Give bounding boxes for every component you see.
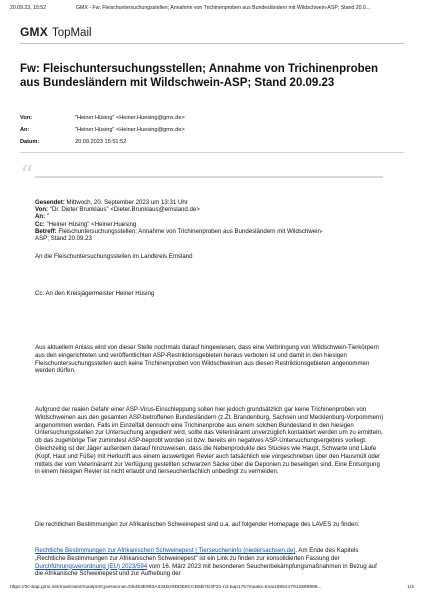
para4-text-a: . Am Ende des Kapitels „Rechtliche Bestimmungen zur Afrikanischen Schweinepest" ist ein Link zu finden zur konsolidierten Fassung der — [35, 547, 359, 562]
quote-icon: “ — [20, 161, 34, 191]
fwd-subject-label: Betreff: — [35, 227, 57, 235]
mail-meta — [20, 112, 185, 148]
body-paragraph-1: Aus aktuellem Anlass wird von dieser Stelle nochmals darauf hingewiesen, dass eine Verbringung von Wildschwein-Tierkörpern aus den eingerichteten und veröffentlichten ASP-Restriktionsgebieten heraus verboten ist und damit in den hiesigen Fleischuntersuchungsstellen auch keine Trichinenproben von Wildschweinen aus diesen Restriktionsgebieten angenommen werden dürfen. — [35, 344, 379, 375]
fwd-from-label: Von: — [35, 206, 49, 214]
browser-print-footer — [10, 585, 414, 590]
date-value: 20.09.2023 15:51:52 — [75, 139, 127, 145]
page-number: 1/2 — [407, 585, 414, 590]
quote-block-marker — [20, 161, 404, 191]
gmx-logo — [20, 25, 92, 39]
fwd-subject — [35, 228, 385, 235]
body-paragraph-3: Die rechtlichen Bestimmungen zur Afrikanischen Schweinepest sind u.a. auf folgender Homepage des LAVES zu finden: — [35, 521, 360, 528]
link-laves-asp[interactable]: Rechtliche Bestimmungen zur Afrikanischen Schweinepest | Tierseucheninfo (niedersachsen.de) — [35, 547, 296, 554]
body-cc-line: Cc: An den Kreisjägermeister Heiner Hüsing — [35, 290, 155, 297]
meta-row-to — [20, 124, 185, 136]
print-timestamp: 20.09.23, 15:52 — [10, 5, 47, 11]
fwd-sent-label: Gesendet: — [35, 199, 65, 206]
body-paragraph-2: Aufgrund der realen Gefahr einer ASP-Virus-Einschleppung sollen hier jedoch grundsätzlich gar keine Trichinenproben von Wildschweinen aus den gesamten ASP-betroffenen Bundesländern (z.Zt. Brandenburg, Sachsen und Mecklenburg-Vorpommern) angenommen werden. Falls im Einzelfall dennoch eine Trichinenprobe aus einem solchen Bundesland in den hiesigen Untersuchungsstellen zur Untersuchung angedient wird, sollte das Veterinäramt unverzüglich kontaktiert werden um zu ermitteln, ob das zugehörige Tier zumindest ASP-beprobt worden ist bzw. bereits ein negatives ASP-Untersuchungsergebnis vorliegt. Gleichzeitig ist der Jäger außerdem darauf hinzuweisen, dass die Nebenprodukte des Stückes wie Haupt, Schwarte und Läufe (Kopf, Haut und Füße) mit Herkunft aus einem auswertigen Revier auch tatsächlich wie vorgeschrieben über den Hausmüll oder mittels der vom Veterinäramt zur Verfügung gestellten schwarzen Säcke über die Deponien zu beseitigen sind. Eine Entsorgung in einem hiesigen Revier ist nicht erlaubt und tierseuchenfachlich unbedingt zu vermeiden. — [35, 406, 384, 476]
fwd-sent — [35, 199, 385, 206]
meta-row-date — [20, 136, 185, 148]
header-divider — [20, 43, 404, 44]
fwd-from — [35, 206, 385, 213]
forwarded-header — [35, 199, 385, 242]
browser-print-header — [10, 5, 414, 11]
body-paragraph-4 — [35, 547, 385, 578]
to-value: "Heiner Hüsing" <Heiner.Huesing@gmx.de> — [75, 127, 185, 133]
meta-row-from — [20, 112, 185, 124]
logo-product: TopMail — [51, 27, 92, 39]
print-url: https://3c-bap.gmx.net/mail/client/mail/print;jsessionid=D5453E993A334D29DDE8CCB5B7D4F31-n4.bap17b?mailId=tmai1695217912996999... — [10, 585, 322, 590]
to-label: An: — [20, 127, 30, 133]
logo-brand: GMX — [20, 25, 48, 39]
fwd-subject-value-1: Fleischuntersuchungsstellen; Annahme von Trichinenproben aus Bundesländern mit Wildschwein- — [56, 227, 323, 235]
fwd-sent-value: Mittwoch, 20. September 2023 um 13:31 Uhr — [64, 199, 188, 206]
print-tab-title: GMX - Fw: Fleischuntersuchungsstellen; Annahme von Trichinenproben aus Bundesländern mit Wildschwein-ASP; Stand 20.0... — [76, 5, 371, 11]
para4-text-b: vom 16. März 2023 mit besonderen Seuchenbekämpfungsmaßnahmen in Bezug auf die Afrikanische Schweinepest und zur Aufhebung der — [35, 562, 377, 578]
mail-subject: Fw: Fleischuntersuchungsstellen; Annahme von Trichinenproben aus Bundesländern mit Wildschwein-ASP; Stand 20.09.23 — [20, 63, 379, 89]
fwd-cc-value: "Heiner Hüsing" <Heiner.Huesing — [44, 220, 137, 228]
fwd-cc-label: Cc: — [35, 220, 45, 228]
fwd-to — [35, 213, 385, 220]
quote-rule — [35, 176, 383, 178]
fwd-to-label: An: — [35, 213, 46, 221]
fwd-subject-cont: ASP; Stand 20.09.23 — [35, 235, 92, 243]
fwd-from-value: "Dr. Dieter Brunklaus" <Dieter.Brunklaus@emsland.de> — [48, 206, 200, 214]
link-durchfuehrungsverordnung[interactable]: Durchführungsverordnung (EU) 2023/594 — [35, 562, 148, 570]
meta-divider — [20, 152, 404, 153]
from-label: Von: — [20, 115, 33, 121]
fwd-cc — [35, 221, 385, 228]
from-value: "Heiner Hüsing" <Heiner.Huesing@gmx.de> — [75, 115, 185, 121]
date-label: Datum: — [20, 139, 40, 145]
fwd-to-value: " — [45, 213, 50, 221]
body-greeting: An die Fleischuntersuchungsstellen im Landkreis Emsland — [35, 253, 193, 260]
